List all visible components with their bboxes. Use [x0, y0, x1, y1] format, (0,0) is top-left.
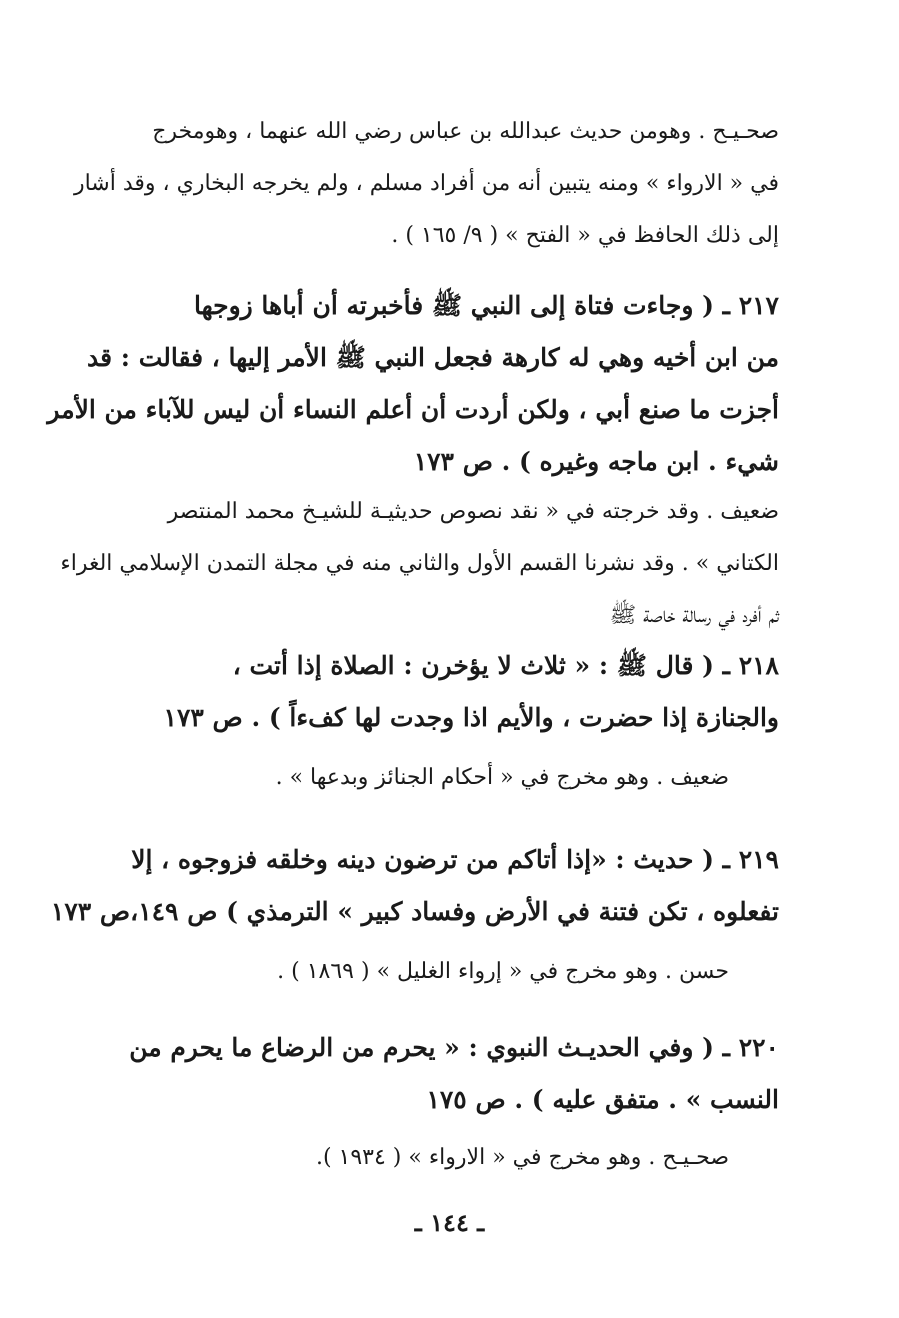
commentary-block	[60, 486, 779, 642]
text-line: النسب » . متفق عليه ) . ص ١٧٥	[426, 1085, 779, 1114]
text-line: صحـيـح . وهو مخرج في « الارواء » ( ١٩٣٤ ).	[315, 1145, 729, 1170]
text-line: حسن . وهو مخرج في « إرواء الغليل » ( ١٨٦٩ ) .	[277, 959, 729, 984]
text-line: إلى ذلك الحافظ في « الفتح » ( ٩/ ١٦٥ ) .	[391, 223, 779, 248]
text-line: ٢٢٠ ـ ( وفي الحديـث النبوي : « يحرم من الرضاع ما يحرم من	[129, 1033, 779, 1062]
commentary-block	[117, 946, 729, 998]
hadith-block-217	[47, 280, 779, 488]
text-line: الكتاني » . وقد نشرنا القسم الأول والثاني منه في مجلة التمدن الإسلامي الغراء	[60, 551, 779, 576]
text-line: والجنازة إذا حضرت ، والأيم اذا وجدت لها كفءاً ) . ص ١٧٣	[163, 703, 779, 732]
text-line: ٢١٧ ـ ( وجاءت فتاة إلى النبي ﷺ فأخبرته أن أباها زوجها	[193, 291, 779, 320]
hadith-block-219	[50, 834, 779, 938]
commentary-block	[117, 1132, 729, 1184]
page-number: ـ ١٤٤ ـ	[414, 1208, 485, 1237]
text-line: ٢١٩ ـ ( حديث : «إذا أتاكم من ترضون دينه وخلقه فزوجوه ، إلا	[131, 845, 779, 874]
commentary-block	[73, 106, 779, 262]
text-line: في « الارواء » ومنه يتبين أنه من أفراد مسلم ، ولم يخرجه البخاري ، وقد أشار	[73, 171, 779, 196]
commentary-block	[117, 752, 729, 804]
text-line: صحـيـح . وهومن حديث عبدالله بن عباس رضي الله عنهما ، وهومخرج	[152, 119, 779, 144]
text-line: ضعيف . وهو مخرج في « أحكام الجنائز وبدعها » .	[275, 765, 729, 790]
text-line: ثم أفرد في رسالة خاصة ﷺ	[609, 603, 779, 628]
text-line: ضعيف . وقد خرجته في « نقد نصوص حديثيـة للشيـخ محمد المنتصر	[167, 499, 779, 524]
text-line: ٢١٨ ـ ( قال ﷺ : « ثلاث لا يؤخرن : الصلاة إذا أتت ،	[232, 651, 779, 680]
text-line: أجزت ما صنع أبي ، ولكن أردت أن أعلم النساء أن ليس للآباء من الأمر	[47, 395, 779, 424]
text-line: تفعلوه ، تكن فتنة في الأرض وفساد كبير » الترمذي ) ص ١٤٩،ص ١٧٣	[50, 897, 779, 926]
text-line: شيء . ابن ماجه وغيره ) . ص ١٧٣	[413, 447, 779, 476]
hadith-block-220	[117, 1022, 779, 1126]
text-line: من ابن أخيه وهي له كارهة فجعل النبي ﷺ الأمر إليها ، فقالت : قد	[86, 343, 779, 372]
hadith-block-218	[117, 640, 779, 744]
